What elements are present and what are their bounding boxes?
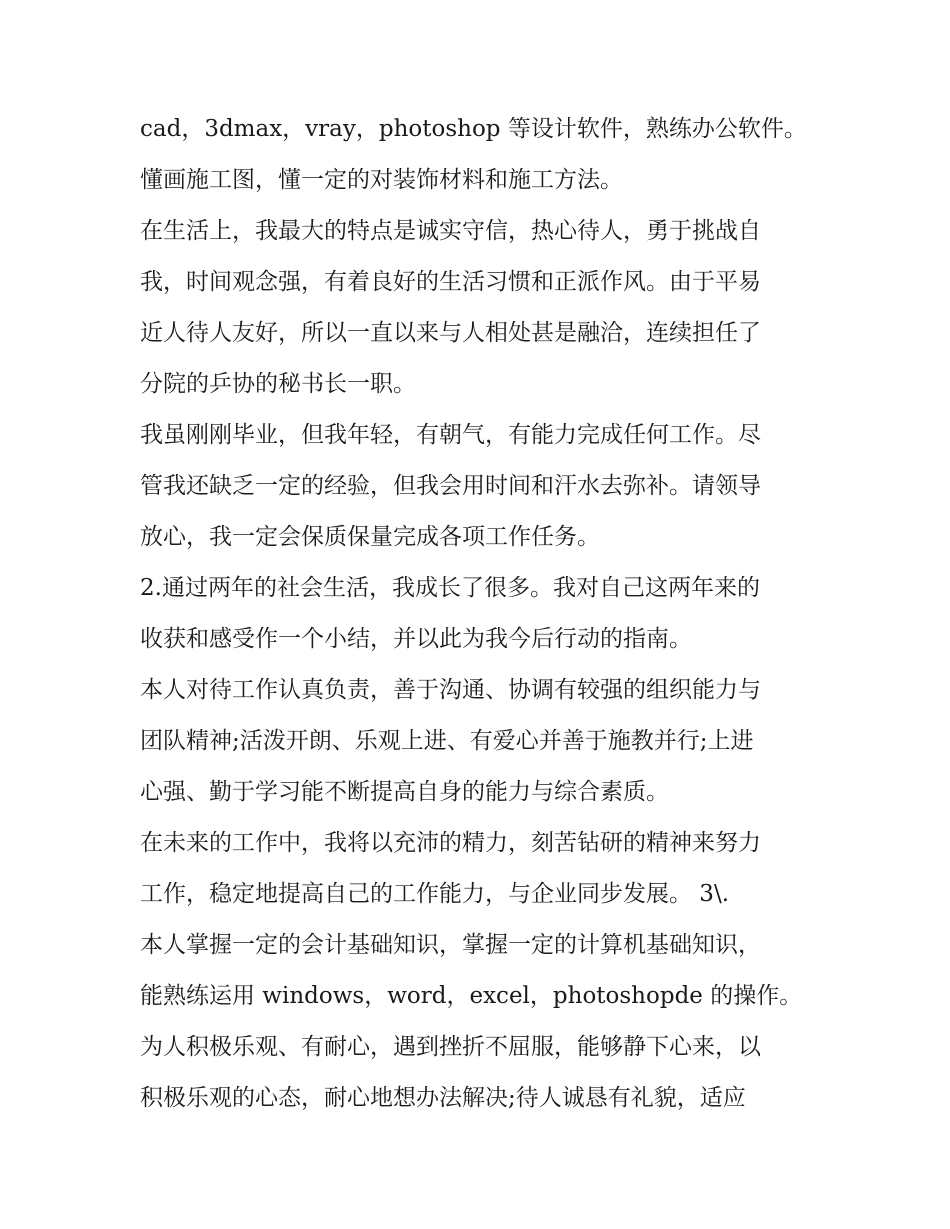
text-line: 工作，稳定地提高自己的工作能力，与企业同步发展。 3\. xyxy=(140,881,730,907)
text-line: 本人对待工作认真负责，善于沟通、协调有较强的组织能力与 xyxy=(140,677,761,703)
text-line: 我虽刚刚毕业，但我年轻，有朝气，有能力完成任何工作。尽 xyxy=(140,422,761,448)
text-line: 分院的乒协的秘书长一职。 xyxy=(140,371,416,397)
text-line: 收获和感受作一个小结，并以此为我今后行动的指南。 xyxy=(140,626,692,652)
text-line: 近人待人友好，所以一直以来与人相处甚是融洽，连续担任了 xyxy=(140,320,761,346)
text-line: 我，时间观念强，有着良好的生活习惯和正派作风。由于平易 xyxy=(140,269,761,295)
text-line: 在未来的工作中，我将以充沛的精力，刻苦钻研的精神来努力 xyxy=(140,830,761,856)
text-line: 为人积极乐观、有耐心，遇到挫折不屈服，能够静下心来，以 xyxy=(140,1034,761,1060)
text-line: cad，3dmax，vray，photoshop 等设计软件，熟练办公软件。 xyxy=(140,116,807,142)
text-line: 积极乐观的心态，耐心地想办法解决;待人诚恳有礼貌，适应 xyxy=(140,1085,746,1111)
text-line: 心强、勤于学习能不断提高自身的能力与综合素质。 xyxy=(140,779,669,805)
text-line: 放心，我一定会保质保量完成各项工作任务。 xyxy=(140,524,600,550)
text-line: 能熟练运用 windows，word，excel，photoshopde 的操作。 xyxy=(140,983,803,1009)
text-line: 2.通过两年的社会生活，我成长了很多。我对自己这两年来的 xyxy=(140,575,760,601)
text-line: 懂画施工图，懂一定的对装饰材料和施工方法。 xyxy=(140,167,623,193)
text-line: 在生活上，我最大的特点是诚实守信，热心待人，勇于挑战自 xyxy=(140,218,761,244)
text-line: 管我还缺乏一定的经验，但我会用时间和汗水去弥补。请领导 xyxy=(140,473,761,499)
text-line: 本人掌握一定的会计基础知识，掌握一定的计算机基础知识， xyxy=(140,932,761,958)
text-line: 团队精神;活泼开朗、乐观上进、有爱心并善于施教并行;上进 xyxy=(140,728,754,754)
